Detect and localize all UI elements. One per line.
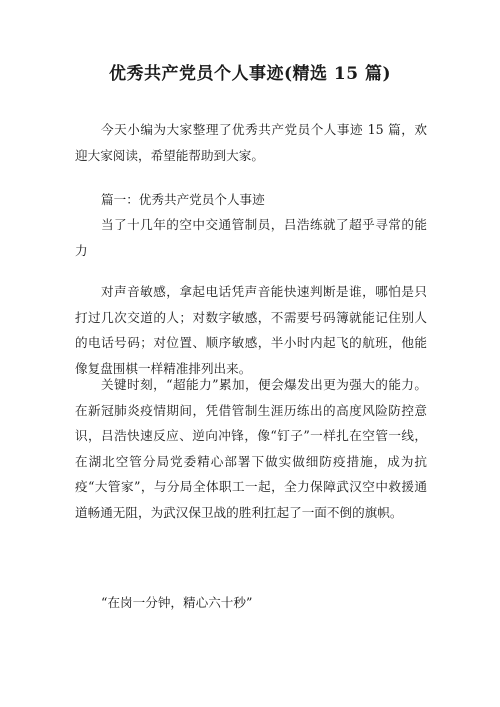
intro-paragraph: 今天小编为大家整理了优秀共产党员个人事迹 15 篇，欢迎大家阅读，希望能帮助到大家。 (75, 122, 427, 163)
section-heading: 篇一：优秀共产党员个人事迹 (101, 192, 265, 207)
document-title: 优秀共产党员个人事迹(精选 15 篇) (108, 64, 392, 84)
quote-heading: “在岗一分钟，精心六十秒” (101, 595, 253, 610)
body-paragraph-sound: 对声音敏感，拿起电话凭声音能快速判断是谁，哪怕是只打过几次交道的人；对数字敏感，不需要号码簿就能记住别人的电话号码；对位置、顺序敏感，半小时内起飞的航班，他能像复盘围棋一样精准排列出来。 (75, 284, 427, 376)
body-paragraph-key: 关键时刻，“超能力”累加，便会爆发出更为强大的能力。在新冠肺炎疫情期间，凭借管制生涯历练出的高度风险防控意识，吕浩快速反应、逆向冲锋，像“钉子”一样扎在空管一线，在湖北空管分局党委精心部署下做实做细防疫措施，成为抗疫“大管家”，与分局全体职工一起，全力保障武汉空中救援通道畅通无阻，为武汉保卫战的胜利扛起了一面不倒的旗帜。 (75, 377, 427, 520)
lead-paragraph: 当了十几年的空中交通管制员，吕浩练就了超乎寻常的能力 (75, 217, 427, 258)
